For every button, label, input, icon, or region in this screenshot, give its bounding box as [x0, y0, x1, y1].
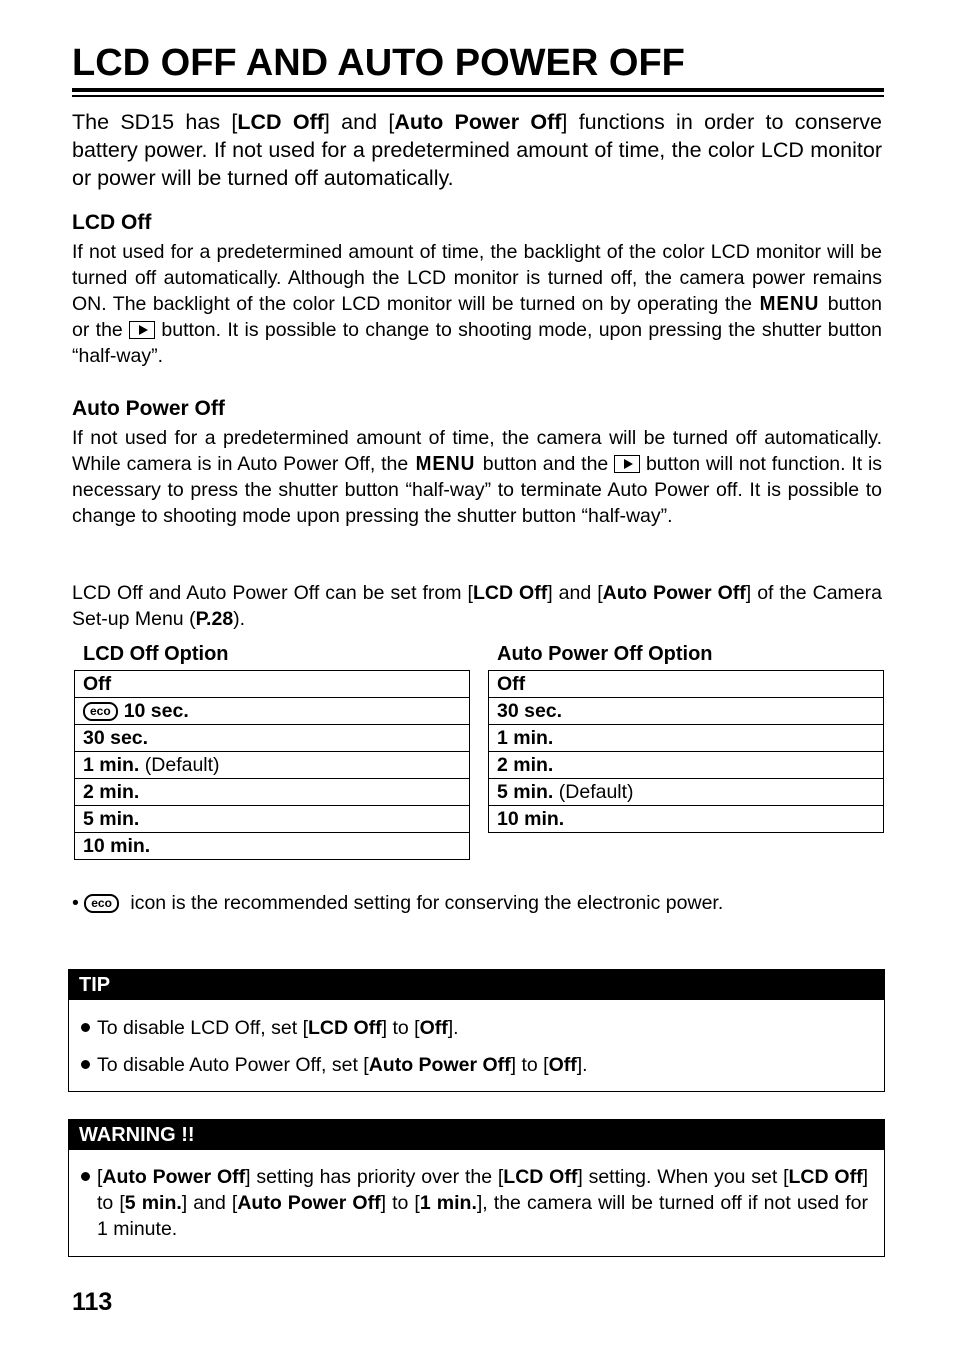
auto-power-off-heading: Auto Power Off: [72, 397, 225, 420]
lcd-off-option-table: [74, 670, 470, 860]
tip-header: TIP: [69, 970, 884, 1000]
title-rule-thin: [72, 95, 884, 97]
table-row: 5 min.: [75, 806, 470, 833]
setting-paragraph: LCD Off and Auto Power Off can be set from [LCD Off] and [Auto Power Off] of the Camera Set-up Menu (P.28).: [72, 582, 882, 630]
bullet-icon: [81, 1023, 90, 1032]
intro-paragraph: The SD15 has [LCD Off] and [Auto Power Off] functions in order to conserve battery power. If not used for a predetermined amount of time, the color LCD monitor or power will be turned off automatically.: [72, 110, 883, 190]
eco-icon: eco: [84, 894, 119, 913]
auto-power-off-paragraph: If not used for a predetermined amount of time, the camera will be turned off automatically. While camera is in Auto Power Off, the MENU button and the button will not function. It is necessary to press the shutter button “half-way” to terminate Auto Power off. It is possible to change to shooting mode upon pressing the shutter button “half-way”.: [72, 427, 883, 527]
table-row: 30 sec.: [75, 725, 470, 752]
table-row: 2 min.: [489, 752, 884, 779]
page-number: 113: [72, 1288, 113, 1316]
table-row: 1 min.: [489, 725, 884, 752]
bullet-icon: [81, 1060, 90, 1069]
table-row: 10 min.: [489, 806, 884, 833]
title-rule-thick: [72, 88, 884, 92]
page-title: LCD OFF AND AUTO POWER OFF: [72, 42, 685, 84]
table-row: 30 sec.: [489, 698, 884, 725]
list-item: [Auto Power Off] setting has priority over the [LCD Off] setting. When you set [LCD Off] to [5 min.] and [Auto Power Off] to [1 min.], the camera will be turned off if not used for 1 minute.: [69, 1164, 884, 1242]
play-button-icon: [129, 321, 155, 339]
table-row: 5 min. (Default): [489, 779, 884, 806]
lcd-off-heading: LCD Off: [72, 211, 152, 234]
menu-button-icon: MENU: [759, 293, 820, 315]
auto-power-off-option-label: Auto Power Off Option: [497, 643, 713, 665]
eco-icon: eco: [83, 702, 118, 721]
table-row: Off: [75, 671, 470, 698]
table-row: 10 min.: [75, 833, 470, 860]
warning-box: [68, 1119, 885, 1257]
eco-note: • eco icon is the recommended setting for conserving the electronic power.: [72, 892, 724, 914]
list-item: To disable Auto Power Off, set [Auto Power Off] to [Off].: [69, 1052, 884, 1078]
table-row: 2 min.: [75, 779, 470, 806]
menu-button-icon: MENU: [415, 453, 476, 475]
table-row: eco 10 sec.: [75, 698, 470, 725]
table-row: 1 min. (Default): [75, 752, 470, 779]
auto-power-off-option-table: [488, 670, 884, 833]
table-row: Off: [489, 671, 884, 698]
warning-header: WARNING !!: [69, 1120, 884, 1150]
play-button-icon: [614, 455, 640, 473]
tip-box: [68, 969, 885, 1092]
bullet-icon: [81, 1172, 90, 1181]
list-item: To disable LCD Off, set [LCD Off] to [Off].: [69, 1015, 884, 1041]
lcd-off-option-label: LCD Off Option: [83, 643, 229, 665]
lcd-off-paragraph: If not used for a predetermined amount of time, the backlight of the color LCD monitor will be turned off automatically. Although the LCD monitor is turned off, the camera power remains ON. The backlight of the color LCD monitor will be turned on by operating the MENU button or the button. It is possible to change to shooting mode, upon pressing the shutter button “half-way”.: [72, 241, 883, 367]
